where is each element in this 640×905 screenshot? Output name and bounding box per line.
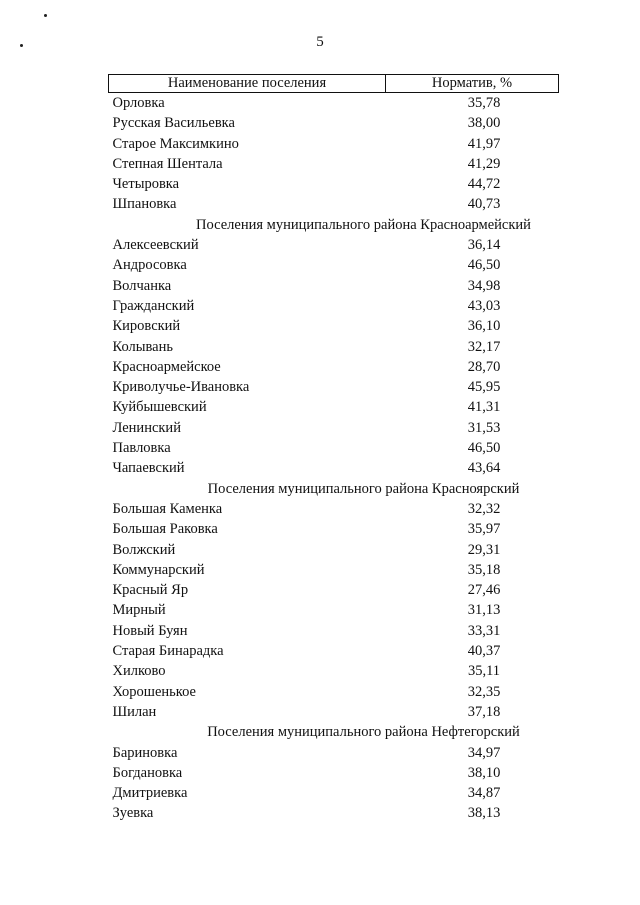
settlement-name: Орловка: [112, 95, 165, 111]
table-row: [109, 560, 559, 580]
table-row: [109, 397, 559, 417]
table-header-row: [109, 75, 559, 93]
settlement-name: Алексеевский: [112, 237, 199, 254]
table-row: [109, 174, 559, 194]
normative-table: [108, 74, 559, 824]
table-row: [109, 519, 559, 539]
normative-value: 43,03: [467, 297, 501, 314]
table-row: [109, 113, 559, 133]
table-row: [109, 540, 559, 560]
column-header-settlement: Наименование поселения: [109, 75, 386, 93]
settlement-name: Криволучье-Ивановка: [112, 379, 250, 396]
normative-value: 28,70: [467, 358, 501, 375]
settlement-name: Чапаевский: [112, 460, 185, 477]
settlement-name: Старое Максимкино: [112, 135, 239, 152]
table-row: [109, 702, 559, 722]
table-row: [109, 134, 559, 154]
normative-value: 43,64: [467, 460, 501, 477]
settlement-name: Шилан: [112, 703, 157, 720]
normative-value: 31,13: [467, 602, 501, 619]
normative-value: 34,98: [467, 277, 501, 294]
normative-value: 32,17: [467, 338, 501, 355]
table-row: [109, 682, 559, 702]
settlement-name: Колывань: [112, 338, 173, 355]
settlement-name: Старая Бинарадка: [112, 643, 224, 660]
normative-value: 38,13: [467, 805, 501, 822]
settlement-name: Кировский: [112, 318, 181, 335]
table-row: [109, 661, 559, 681]
settlement-name: Зуевка: [112, 805, 154, 822]
table-row: [109, 783, 559, 803]
table-row: [109, 377, 559, 397]
settlement-name: Богдановка: [112, 764, 183, 781]
table-row: [109, 93, 559, 114]
page-number: 5: [316, 34, 324, 50]
normative-value: 29,31: [467, 541, 501, 558]
settlement-name: Гражданский: [112, 297, 195, 314]
table-row: [109, 418, 559, 438]
settlement-name: Шпановка: [112, 196, 177, 213]
table-row: [109, 458, 559, 478]
normative-value: 35,78: [467, 95, 501, 111]
settlement-name: Хорошенькое: [112, 683, 196, 700]
table-row: [109, 337, 559, 357]
normative-value: 34,87: [467, 785, 501, 802]
settlement-name: Большая Раковка: [112, 521, 218, 538]
table-row: [109, 641, 559, 661]
section-header-row: [109, 479, 559, 499]
table-row: [109, 194, 559, 214]
settlement-name: Большая Каменка: [112, 500, 223, 517]
settlement-name: Дмитриевка: [112, 785, 188, 802]
table-row: [109, 743, 559, 763]
normative-value: 45,95: [467, 379, 501, 396]
table-row: [109, 154, 559, 174]
settlement-name: Русская Васильевка: [112, 115, 235, 132]
table-row: [109, 357, 559, 377]
settlement-name: Четыровка: [112, 176, 180, 193]
settlement-name: Новый Буян: [112, 622, 188, 639]
table-row: [109, 621, 559, 641]
normative-value: 38,10: [467, 764, 501, 781]
column-header-normative: Норматив, %: [386, 75, 559, 93]
settlement-name: Красный Яр: [112, 582, 189, 599]
table-row: [109, 438, 559, 458]
normative-value: 40,73: [467, 196, 501, 213]
normative-value: 27,46: [467, 582, 501, 599]
normative-value: 41,97: [467, 135, 501, 152]
section-header-row: [109, 722, 559, 742]
normative-value: 46,50: [467, 257, 501, 274]
normative-value: 34,97: [467, 744, 501, 761]
normative-value: 32,32: [467, 500, 501, 517]
settlement-name: Куйбышевский: [112, 399, 207, 416]
settlement-name: Степная Шентала: [112, 155, 223, 172]
section-header-row: [109, 215, 559, 235]
settlement-name: Ленинский: [112, 419, 181, 436]
normative-value: 46,50: [467, 440, 501, 457]
settlement-name: Мирный: [112, 602, 166, 619]
normative-value: 31,53: [467, 419, 501, 436]
table-row: [109, 499, 559, 519]
table-row: [109, 600, 559, 620]
settlement-name: Коммунарский: [112, 561, 205, 578]
normative-value: 41,29: [467, 155, 501, 172]
table-row: [109, 316, 559, 336]
normative-value: 35,11: [467, 663, 501, 680]
normative-value: 32,35: [467, 683, 501, 700]
normative-value: 33,31: [467, 622, 501, 639]
table-row: [109, 255, 559, 275]
settlement-name: Красноармейское: [112, 358, 221, 375]
table-row: [109, 763, 559, 783]
normative-value: 37,18: [467, 703, 501, 720]
settlement-name: Волжский: [112, 541, 176, 558]
normative-value: 36,14: [467, 237, 501, 254]
section-title: Поселения муниципального района Красноармейский: [196, 216, 531, 233]
settlement-name: Андросовка: [112, 257, 187, 274]
table-row: [109, 235, 559, 255]
settlement-name: Волчанка: [112, 277, 172, 294]
normative-value: 36,10: [467, 318, 501, 335]
section-title: Поселения муниципального района Красноярский: [207, 480, 520, 497]
normative-value: 35,97: [467, 521, 501, 538]
table-row: [109, 276, 559, 296]
settlement-name: Павловка: [112, 440, 171, 457]
table-row: [109, 803, 559, 823]
settlement-name: Хилково: [112, 663, 166, 680]
section-title: Поселения муниципального района Нефтегорский: [207, 724, 520, 741]
normative-value: 40,37: [467, 643, 501, 660]
settlement-name: Бариновка: [112, 744, 178, 761]
table-row: [109, 296, 559, 316]
normative-value: 44,72: [467, 176, 501, 193]
table-body: [109, 93, 559, 824]
table-row: [109, 580, 559, 600]
normative-value: 41,31: [467, 399, 501, 416]
scan-speck: [44, 14, 47, 17]
normative-value: 35,18: [467, 561, 501, 578]
normative-value: 38,00: [467, 115, 501, 132]
